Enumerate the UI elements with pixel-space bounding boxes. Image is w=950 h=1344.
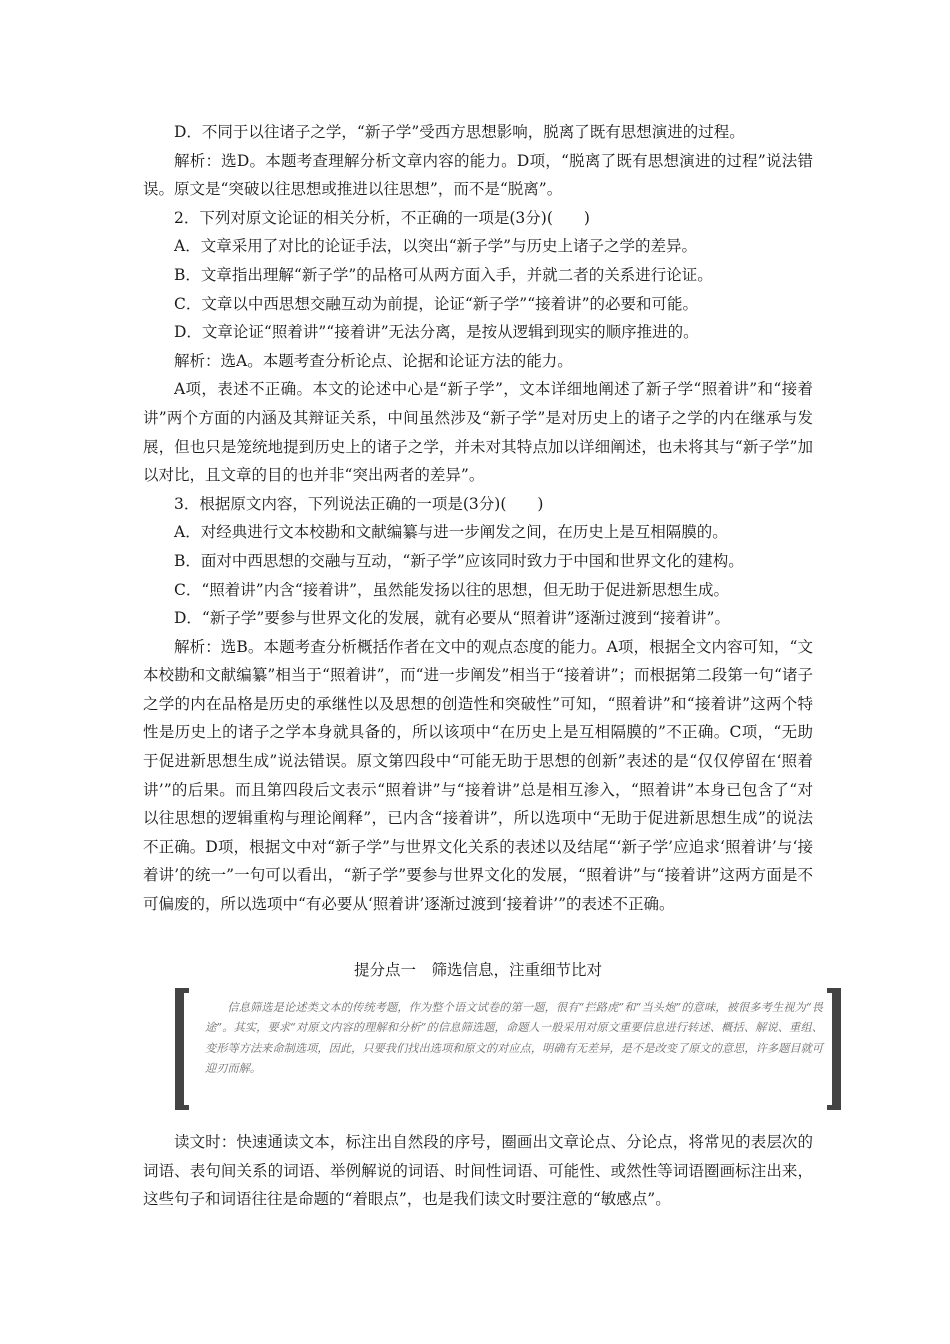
- tail-text: [143, 1128, 813, 1214]
- analysis-q2-detail: A项，表述不正确。本文的论述中心是“新子学”，文本详细地阐述了新子学“照着讲”和“接着讲”两个方面的内涵及其辩证关系，中间虽然涉及“新子学”是对历史上的诸子之学的内在继承与发展，但也只是笼统地提到历史上的诸子之学，并未对其特点加以详细阐述，也未将其与“新子学”加以对比，且文章的目的也并非“突出两者的差异”。: [143, 380, 813, 485]
- tip-note: 信息筛选是论述类文本的传统考题，作为整个语文试卷的第一题，很有“拦路虎”和“当头炮”的意味，被很多考生视为“畏途”。其实，要求“对原文内容的理解和分析”的信息筛选题，命题人一般采用对原文重要信息进行转述、概括、解说、重组、变形等方法来命制选项，因此，只要我们找出选项和原文的对应点，明确有无差异，是不是改变了原文的意思，许多题目就可迎刃而解。: [205, 1001, 823, 1075]
- option-d-q3: D．“新子学”要参与世界文化的发展，就有必要从“照着讲”逐渐过渡到“接着讲”。: [174, 609, 730, 628]
- option-d-q1: D．不同于以往诸子之学，“新子学”受西方思想影响，脱离了既有思想演进的过程。: [174, 123, 745, 141]
- section-title: 提分点一 筛选信息，注重细节比对: [353, 961, 602, 979]
- question-3: 3．根据原文内容，下列说法正确的一项是(3分)( ): [174, 494, 544, 513]
- question-2: 2．下列对原文论证的相关分析，不正确的一项是(3分)( ): [174, 208, 590, 227]
- tip-box: [175, 988, 841, 1110]
- left-bracket-icon: [175, 988, 189, 1110]
- analysis-q2: 解析：选A。本题考查分析论点、论据和论证方法的能力。: [174, 351, 573, 370]
- option-a-q3: A．对经典进行文本校勘和文献编纂与进一步阐发之间，在历史上是互相隔膜的。: [174, 523, 728, 542]
- analysis-q1: 解析：选D。本题考查理解分析文章内容的能力。D项，“脱离了既有思想演进的过程”说法错误。原文是“突破以往思想或推进以往思想”，而不是“脱离”。: [143, 151, 813, 199]
- right-bracket-icon: [827, 988, 841, 1110]
- option-c-q2: C．文章以中西思想交融互动为前提，论证“新子学”“接着讲”的必要和可能。: [174, 294, 699, 313]
- option-a-q2: A．文章采用了对比的论证手法，以突出“新子学”与历史上诸子之学的差异。: [174, 237, 698, 256]
- reading-tip-paragraph: 读文时：快速通读文本，标注出自然段的序号，圈画出文章论点、分论点，将常见的表层次的词语、表句间关系的词语、举例解说的词语、时间性词语、可能性、或然性等词语圈画标注出来，这些句子和词语往往是命题的“着眼点”，也是我们读文时要注意的“敏感点”。: [143, 1133, 813, 1209]
- option-c-q3: C．“照着讲”内含“接着讲”，虽然能发扬以往的思想，但无助于促进新思想生成。: [174, 580, 730, 599]
- analysis-q3: 解析：选B。本题考查分析概括作者在文中的观点态度的能力。A项，根据全文内容可知，“文本校勘和文献编纂”相当于“照着讲”，而“进一步阐发”相当于“接着讲”；而根据第二段第一句“诸子之学的内在品格是历史的承继性以及思想的创造性和突破性”可知，“照着讲”和“接着讲”这两个特性是历史上的诸子之学本身就具备的，所以该项中“在历史上是互相隔膜的”不正确。C项，“无助于促进新思想生成”说法错误。原文第四段中“可能无助于思想的创新”表述的是“仅仅停留在‘照着讲’”的后果。而且第四段后文表示“照着讲”与“接着讲”总是相互渗入，“照着讲”本身已包含了“对以往思想的逻辑重构与理论阐释”，已内含“接着讲”，所以选项中“无助于促进新思想生成”的说法不正确。D项，根据文中对“新子学”与世界文化关系的表述以及结尾“‘新子学’应追求‘照着讲’与‘接着讲’的统一”一句可以看出，“新子学”要参与世界文化的发展，“照着讲”与“接着讲”这两方面是不可偏废的，所以选项中“有必要从‘照着讲’逐渐过渡到‘接着讲’”的表述不正确。: [143, 637, 813, 914]
- body-text: [143, 118, 813, 919]
- option-d-q2: D．文章论证“照着讲”“接着讲”无法分离，是按从逻辑到现实的顺序推进的。: [174, 323, 699, 342]
- option-b-q3: B．面对中西思想的交融与互动，“新子学”应该同时致力于中国和世界文化的建构。: [174, 551, 744, 570]
- option-b-q2: B．文章指出理解“新子学”的品格可从两方面入手，并就二者的关系进行论证。: [174, 265, 713, 284]
